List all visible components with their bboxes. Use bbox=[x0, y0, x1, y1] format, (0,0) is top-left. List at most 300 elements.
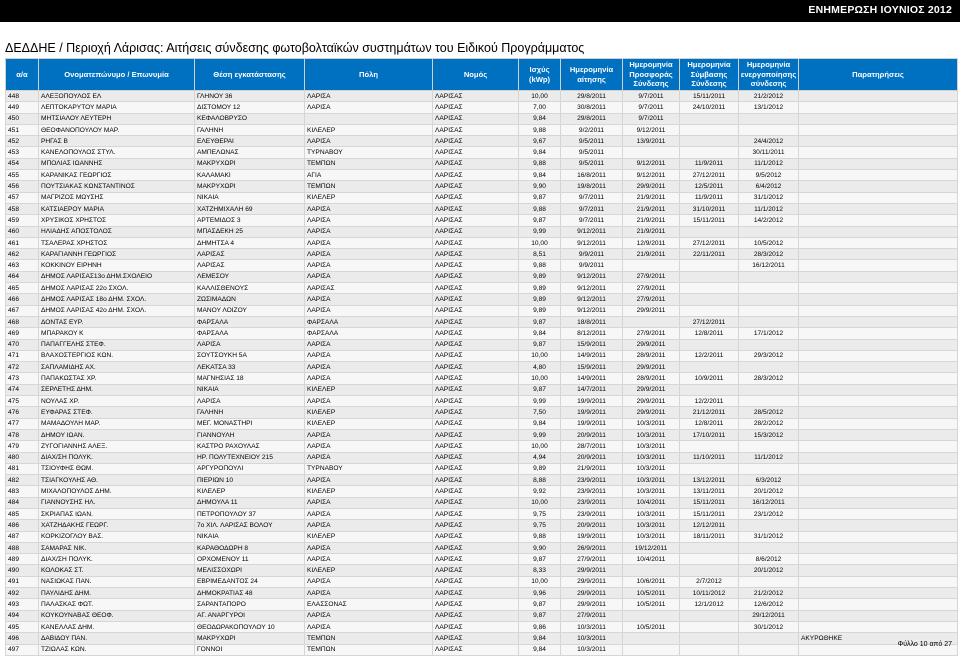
cell-notes bbox=[799, 91, 958, 102]
cell-power: 8,51 bbox=[519, 249, 561, 260]
cell-city: ΛΑΡΙΣΑ bbox=[305, 249, 433, 260]
cell-name: ΖΥΓΟΓΙΑΝΝΗΣ ΑΛΕΞ. bbox=[39, 441, 195, 452]
cell-power: 9,87 bbox=[519, 599, 561, 610]
cell-date-offer: 27/9/2011 bbox=[623, 294, 680, 305]
cell-aa: 458 bbox=[6, 203, 39, 214]
cell-date-request: 15/9/2011 bbox=[561, 362, 623, 373]
cell-date-offer: 29/9/2011 bbox=[623, 362, 680, 373]
table-row bbox=[6, 441, 958, 452]
cell-date-request: 10/3/2011 bbox=[561, 644, 623, 655]
cell-name: ΓΙΑΝΝΟΥΣΗΣ ΗΛ. bbox=[39, 497, 195, 508]
cell-nomos: ΛΑΡΙΣΑΣ bbox=[433, 294, 519, 305]
cell-power: 9,84 bbox=[519, 644, 561, 655]
cell-aa: 468 bbox=[6, 316, 39, 327]
cell-city: ΛΑΡΙΣΑ bbox=[305, 396, 433, 407]
cell-date-contract bbox=[680, 124, 739, 135]
cell-power: 9,88 bbox=[519, 531, 561, 542]
cell-date-contract: 24/10/2011 bbox=[680, 102, 739, 113]
cell-date-contract: 22/11/2011 bbox=[680, 249, 739, 260]
cell-date-contract: 11/10/2011 bbox=[680, 452, 739, 463]
cell-date-contract: 18/11/2011 bbox=[680, 531, 739, 542]
cell-name: ΧΡΥΣΙΚΟΣ ΧΡΗΣΤΟΣ bbox=[39, 215, 195, 226]
cell-date-activation: 11/1/2012 bbox=[739, 452, 799, 463]
cell-date-offer: 10/3/2011 bbox=[623, 520, 680, 531]
cell-notes bbox=[799, 102, 958, 113]
cell-power: 9,99 bbox=[519, 226, 561, 237]
cell-date-activation bbox=[739, 396, 799, 407]
cell-date-contract: 12/5/2011 bbox=[680, 181, 739, 192]
cell-city: ΛΑΡΙΣΑ bbox=[305, 91, 433, 102]
cell-location: ΛΑΡΙΣΑΣ bbox=[195, 260, 305, 271]
cell-date-activation: 6/3/2012 bbox=[739, 475, 799, 486]
table-row bbox=[6, 237, 958, 248]
cell-city: ΛΑΡΙΣΑ bbox=[305, 610, 433, 621]
cell-power: 9,89 bbox=[519, 271, 561, 282]
cell-date-contract bbox=[680, 113, 739, 124]
cell-aa: 449 bbox=[6, 102, 39, 113]
cell-aa: 459 bbox=[6, 215, 39, 226]
cell-date-request: 9/12/2011 bbox=[561, 294, 623, 305]
cell-location: ΜΑΝΟΥ ΛΟΙΖΟΥ bbox=[195, 305, 305, 316]
cell-date-contract: 12/2/2011 bbox=[680, 350, 739, 361]
table-row bbox=[6, 520, 958, 531]
cell-power: 9,88 bbox=[519, 260, 561, 271]
cell-nomos: ΛΑΡΙΣΑΣ bbox=[433, 599, 519, 610]
cell-date-request: 9/12/2011 bbox=[561, 283, 623, 294]
cell-date-activation: 28/3/2012 bbox=[739, 249, 799, 260]
cell-city: ΛΑΡΙΣΑ bbox=[305, 226, 433, 237]
cell-aa: 478 bbox=[6, 429, 39, 440]
cell-power: 9,84 bbox=[519, 170, 561, 181]
cell-location: ΜΑΚΡΥΧΩΡΙ bbox=[195, 181, 305, 192]
cell-date-offer: 10/6/2011 bbox=[623, 576, 680, 587]
cell-aa: 484 bbox=[6, 497, 39, 508]
cell-city: ΛΑΡΙΣΑ bbox=[305, 136, 433, 147]
cell-date-request: 9/9/2011 bbox=[561, 249, 623, 260]
cell-date-activation bbox=[739, 520, 799, 531]
cell-date-offer: 10/3/2011 bbox=[623, 486, 680, 497]
table-row bbox=[6, 576, 958, 587]
cell-date-activation bbox=[739, 271, 799, 282]
cell-name: ΚΟΚΚΙΝΟΥ ΕΙΡΗΝΗ bbox=[39, 260, 195, 271]
cell-nomos: ΛΑΡΙΣΑΣ bbox=[433, 463, 519, 474]
cell-date-request: 9/12/2011 bbox=[561, 226, 623, 237]
cell-date-offer: 9/12/2011 bbox=[623, 170, 680, 181]
cell-date-offer: 21/9/2011 bbox=[623, 215, 680, 226]
cell-power: 8,88 bbox=[519, 475, 561, 486]
cell-location: ΜΕΛΙΣΣΟΧΩΡΙ bbox=[195, 565, 305, 576]
cell-nomos: ΛΑΡΙΣΑΣ bbox=[433, 610, 519, 621]
cell-date-request: 10/3/2011 bbox=[561, 621, 623, 632]
cell-power: 9,84 bbox=[519, 328, 561, 339]
table-row bbox=[6, 170, 958, 181]
cell-location: ΔΗΜΟΥΛΑ 11 bbox=[195, 497, 305, 508]
cell-date-offer bbox=[623, 260, 680, 271]
cell-city: ΛΑΡΙΣΑ bbox=[305, 305, 433, 316]
cell-location: ΓΛΗΝΟΥ 36 bbox=[195, 91, 305, 102]
cell-date-contract: 15/11/2011 bbox=[680, 91, 739, 102]
cell-date-contract: 17/10/2011 bbox=[680, 429, 739, 440]
cell-name: ΚΑΤΣΙΑΕΡΟΥ ΜΑΡΙΑ bbox=[39, 203, 195, 214]
cell-aa: 489 bbox=[6, 554, 39, 565]
cell-name: ΣΑΠΛΑΜΙΔΗΣ ΑΧ. bbox=[39, 362, 195, 373]
cell-date-offer: 10/4/2011 bbox=[623, 497, 680, 508]
cell-notes bbox=[799, 283, 958, 294]
col-header-date-activation: Ημερομηνία ενεργοποίησης σύνδεσης bbox=[739, 59, 799, 91]
cell-notes bbox=[799, 147, 958, 158]
col-header-nomos: Νομός bbox=[433, 59, 519, 91]
cell-nomos: ΛΑΡΙΣΑΣ bbox=[433, 418, 519, 429]
cell-nomos: ΛΑΡΙΣΑΣ bbox=[433, 633, 519, 644]
cell-nomos: ΛΑΡΙΣΑΣ bbox=[433, 621, 519, 632]
cell-date-offer: 21/9/2011 bbox=[623, 249, 680, 260]
cell-city: ΑΓΙΑ bbox=[305, 170, 433, 181]
table-row bbox=[6, 508, 958, 519]
table-row bbox=[6, 350, 958, 361]
cell-city: ΛΑΡΙΣΑ bbox=[305, 203, 433, 214]
cell-date-offer bbox=[623, 610, 680, 621]
cell-date-activation: 14/2/2012 bbox=[739, 215, 799, 226]
cell-date-offer: 21/9/2011 bbox=[623, 203, 680, 214]
cell-location: ΛΕΜΕΣΟΥ bbox=[195, 271, 305, 282]
cell-date-offer: 9/7/2011 bbox=[623, 102, 680, 113]
cell-date-activation bbox=[739, 384, 799, 395]
cell-date-contract: 12/1/2012 bbox=[680, 599, 739, 610]
cell-notes bbox=[799, 226, 958, 237]
cell-location: ΔΗΜΟΚΡΑΤΙΑΣ 48 bbox=[195, 588, 305, 599]
cell-name: ΝΑΣΙΩΚΑΣ ΠΑΝ. bbox=[39, 576, 195, 587]
cell-date-request: 29/8/2011 bbox=[561, 91, 623, 102]
cell-nomos: ΛΑΡΙΣΑΣ bbox=[433, 226, 519, 237]
cell-date-activation: 21/2/2012 bbox=[739, 91, 799, 102]
cell-date-request: 9/5/2011 bbox=[561, 158, 623, 169]
cell-city: ΛΑΡΙΣΑ bbox=[305, 237, 433, 248]
cell-date-contract bbox=[680, 260, 739, 271]
cell-date-contract bbox=[680, 271, 739, 282]
table-row bbox=[6, 271, 958, 282]
cell-city: ΛΑΡΙΣΑ bbox=[305, 475, 433, 486]
cell-date-offer: 27/9/2011 bbox=[623, 283, 680, 294]
cell-power: 10,00 bbox=[519, 91, 561, 102]
cell-power: 9,99 bbox=[519, 429, 561, 440]
table-row bbox=[6, 294, 958, 305]
cell-city: ΦΑΡΣΑΛΑ bbox=[305, 316, 433, 327]
cell-notes bbox=[799, 452, 958, 463]
cell-date-request: 29/9/2011 bbox=[561, 588, 623, 599]
cell-location: ΓΑΛΗΝΗ bbox=[195, 407, 305, 418]
cell-power: 9,87 bbox=[519, 192, 561, 203]
cell-date-request: 19/8/2011 bbox=[561, 181, 623, 192]
cell-aa: 455 bbox=[6, 170, 39, 181]
cell-date-contract: 12/2/2011 bbox=[680, 396, 739, 407]
cell-city: ΛΑΡΙΣΑ bbox=[305, 576, 433, 587]
cell-aa: 487 bbox=[6, 531, 39, 542]
cell-location: ΑΡΓΥΡΟΠΟΥΛΙ bbox=[195, 463, 305, 474]
cell-nomos: ΛΑΡΙΣΑΣ bbox=[433, 497, 519, 508]
cell-nomos: ΛΑΡΙΣΑΣ bbox=[433, 305, 519, 316]
cell-date-activation bbox=[739, 576, 799, 587]
cell-nomos: ΛΑΡΙΣΑΣ bbox=[433, 520, 519, 531]
table-row bbox=[6, 158, 958, 169]
cell-city: ΛΑΡΙΣΑ bbox=[305, 520, 433, 531]
cell-date-activation: 30/11/2011 bbox=[739, 147, 799, 158]
cell-aa: 490 bbox=[6, 565, 39, 576]
cell-power: 10,00 bbox=[519, 441, 561, 452]
cell-date-contract: 31/10/2011 bbox=[680, 203, 739, 214]
table-row bbox=[6, 181, 958, 192]
cell-city: ΛΑΡΙΣΑ bbox=[305, 373, 433, 384]
cell-date-activation bbox=[739, 294, 799, 305]
cell-date-request: 14/9/2011 bbox=[561, 373, 623, 384]
cell-notes bbox=[799, 271, 958, 282]
cell-notes bbox=[799, 508, 958, 519]
cell-date-offer: 10/3/2011 bbox=[623, 441, 680, 452]
cell-nomos: ΛΑΡΙΣΑΣ bbox=[433, 147, 519, 158]
cell-name: ΠΑΥΛΙΔΗΣ ΔΗΜ. bbox=[39, 588, 195, 599]
cell-nomos: ΛΑΡΙΣΑΣ bbox=[433, 396, 519, 407]
cell-city: ΛΑΡΙΣΑ bbox=[305, 452, 433, 463]
cell-location: ΓΙΑΝΝΟΥΛΗ bbox=[195, 429, 305, 440]
table-header-row bbox=[6, 59, 958, 91]
cell-name: ΜΠΟΛΙΑΣ ΙΩΑΝΝΗΣ bbox=[39, 158, 195, 169]
table-row bbox=[6, 91, 958, 102]
cell-notes bbox=[799, 215, 958, 226]
cell-date-offer: 29/9/2011 bbox=[623, 181, 680, 192]
cell-notes bbox=[799, 362, 958, 373]
cell-date-request: 21/9/2011 bbox=[561, 463, 623, 474]
cell-date-request: 23/9/2011 bbox=[561, 475, 623, 486]
cell-date-offer: 29/9/2011 bbox=[623, 407, 680, 418]
cell-date-contract bbox=[680, 441, 739, 452]
cell-aa: 477 bbox=[6, 418, 39, 429]
cell-location: ΝΙΚΑΙΑ bbox=[195, 192, 305, 203]
cell-city: ΚΙΛΕΛΕΡ bbox=[305, 418, 433, 429]
cell-aa: 457 bbox=[6, 192, 39, 203]
cell-date-request: 20/9/2011 bbox=[561, 520, 623, 531]
table-row bbox=[6, 599, 958, 610]
cell-date-contract: 2/7/2012 bbox=[680, 576, 739, 587]
cell-nomos: ΛΑΡΙΣΑΣ bbox=[433, 237, 519, 248]
table-row bbox=[6, 554, 958, 565]
page-footer: Φύλλο 10 από 27 bbox=[897, 641, 952, 648]
cell-date-activation bbox=[739, 463, 799, 474]
cell-power: 10,00 bbox=[519, 373, 561, 384]
cell-name: ΠΟΥΤΣΙΑΚΑΣ ΚΩΝΣΤΑΝΤΙΝΟΣ bbox=[39, 181, 195, 192]
cell-notes bbox=[799, 316, 958, 327]
cell-nomos: ΛΑΡΙΣΑΣ bbox=[433, 203, 519, 214]
cell-aa: 488 bbox=[6, 542, 39, 553]
cell-location: ΣΟΥΤΣΟΥΚΗ 5Α bbox=[195, 350, 305, 361]
cell-location: ΟΡΧΟΜΕΝΟΥ 11 bbox=[195, 554, 305, 565]
col-header-name: Ονοματεπώνυμο / Επωνυμία bbox=[39, 59, 195, 91]
table-row bbox=[6, 339, 958, 350]
cell-date-offer bbox=[623, 147, 680, 158]
cell-location: ΦΑΡΣΑΛΑ bbox=[195, 316, 305, 327]
cell-date-activation: 20/1/2012 bbox=[739, 565, 799, 576]
cell-location: ΜΑΚΡΥΧΩΡΙ bbox=[195, 633, 305, 644]
cell-date-contract bbox=[680, 463, 739, 474]
cell-nomos: ΛΑΡΙΣΑΣ bbox=[433, 350, 519, 361]
cell-power: 9,67 bbox=[519, 136, 561, 147]
cell-date-contract bbox=[680, 305, 739, 316]
cell-name: ΑΛΕΞΟΠΟΥΛΟΣ ΕΛ bbox=[39, 91, 195, 102]
cell-date-activation: 29/3/2012 bbox=[739, 350, 799, 361]
cell-name: ΤΣΙΟΥΦΗΣ ΘΩΜ. bbox=[39, 463, 195, 474]
cell-power: 10,00 bbox=[519, 576, 561, 587]
cell-notes bbox=[799, 192, 958, 203]
cell-location: ΝΙΚΑΙΑ bbox=[195, 531, 305, 542]
cell-nomos: ΛΑΡΙΣΑΣ bbox=[433, 407, 519, 418]
cell-power: 9,87 bbox=[519, 215, 561, 226]
cell-aa: 456 bbox=[6, 181, 39, 192]
cell-date-request: 29/9/2011 bbox=[561, 599, 623, 610]
cell-date-offer bbox=[623, 565, 680, 576]
cell-notes bbox=[799, 565, 958, 576]
cell-date-request: 23/9/2011 bbox=[561, 508, 623, 519]
cell-name: ΚΑΝΕΛΛΑΣ ΔΗΜ. bbox=[39, 621, 195, 632]
table-row bbox=[6, 136, 958, 147]
cell-date-offer: 19/12/2011 bbox=[623, 542, 680, 553]
cell-notes bbox=[799, 136, 958, 147]
cell-name: ΔΗΜΟΣ ΛΑΡΙΣΑΣ13ο ΔΗΜ.ΣΧΟΛΕΙΟ bbox=[39, 271, 195, 282]
cell-date-contract bbox=[680, 147, 739, 158]
cell-notes bbox=[799, 237, 958, 248]
cell-location: ΑΡΤΕΜΙΔΟΣ 3 bbox=[195, 215, 305, 226]
cell-date-contract: 27/12/2011 bbox=[680, 237, 739, 248]
cell-notes bbox=[799, 576, 958, 587]
cell-nomos: ΛΑΡΙΣΑΣ bbox=[433, 339, 519, 350]
cell-notes bbox=[799, 441, 958, 452]
cell-power: 10,00 bbox=[519, 350, 561, 361]
cell-city bbox=[305, 113, 433, 124]
cell-date-activation bbox=[739, 305, 799, 316]
cell-date-activation: 6/4/2012 bbox=[739, 181, 799, 192]
cell-power: 9,96 bbox=[519, 588, 561, 599]
cell-nomos: ΛΑΡΙΣΑΣ bbox=[433, 260, 519, 271]
cell-power: 4,94 bbox=[519, 452, 561, 463]
table-row bbox=[6, 565, 958, 576]
table-row bbox=[6, 463, 958, 474]
cell-power: 9,89 bbox=[519, 294, 561, 305]
page-title: ΔΕΔΔΗΕ / Περιοχή Λάρισας: Αιτήσεις σύνδεσης φωτοβολταϊκών συστημάτων του Ειδικού Προγράμματος bbox=[5, 41, 585, 55]
cell-aa: 474 bbox=[6, 384, 39, 395]
table-row bbox=[6, 429, 958, 440]
cell-date-offer: 10/5/2011 bbox=[623, 621, 680, 632]
cell-location: ΜΑΓΝΗΣΙΑΣ 18 bbox=[195, 373, 305, 384]
cell-date-contract bbox=[680, 542, 739, 553]
cell-notes bbox=[799, 463, 958, 474]
cell-name: ΚΟΛΟΚΑΣ ΣΤ. bbox=[39, 565, 195, 576]
cell-date-activation: 11/1/2012 bbox=[739, 203, 799, 214]
table-row bbox=[6, 621, 958, 632]
cell-location: ΜΑΚΡΥΧΩΡΙ bbox=[195, 158, 305, 169]
cell-aa: 451 bbox=[6, 124, 39, 135]
cell-power: 9,87 bbox=[519, 554, 561, 565]
cell-name: ΜΠΑΡΑΚΟΥ Κ bbox=[39, 328, 195, 339]
cell-nomos: ΛΑΡΙΣΑΣ bbox=[433, 158, 519, 169]
cell-date-request: 9/5/2011 bbox=[561, 136, 623, 147]
cell-notes bbox=[799, 305, 958, 316]
cell-date-offer: 10/3/2011 bbox=[623, 429, 680, 440]
cell-nomos: ΛΑΡΙΣΑΣ bbox=[433, 429, 519, 440]
cell-aa: 497 bbox=[6, 644, 39, 655]
cell-date-activation: 31/1/2012 bbox=[739, 531, 799, 542]
cell-location: ΑΓ. ΑΝΑΡΓΥΡΟΙ bbox=[195, 610, 305, 621]
cell-date-request: 15/9/2011 bbox=[561, 339, 623, 350]
cell-notes bbox=[799, 418, 958, 429]
col-header-city: Πόλη bbox=[305, 59, 433, 91]
cell-date-request: 16/8/2011 bbox=[561, 170, 623, 181]
cell-date-request: 27/9/2011 bbox=[561, 610, 623, 621]
cell-date-activation: 30/1/2012 bbox=[739, 621, 799, 632]
cell-date-request: 9/2/2011 bbox=[561, 124, 623, 135]
cell-location: ΛΑΡΙΣΑ bbox=[195, 339, 305, 350]
cell-date-activation: 13/1/2012 bbox=[739, 102, 799, 113]
cell-power: 9,75 bbox=[519, 508, 561, 519]
cell-date-request: 30/8/2011 bbox=[561, 102, 623, 113]
cell-aa: 483 bbox=[6, 486, 39, 497]
cell-city: ΤΕΜΠΩΝ bbox=[305, 633, 433, 644]
cell-aa: 463 bbox=[6, 260, 39, 271]
cell-location: ΜΕΓ. ΜΟΝΑΣΤΗΡΙ bbox=[195, 418, 305, 429]
cell-nomos: ΛΑΡΙΣΑΣ bbox=[433, 249, 519, 260]
cell-date-request: 19/9/2011 bbox=[561, 396, 623, 407]
cell-aa: 491 bbox=[6, 576, 39, 587]
cell-date-request: 10/3/2011 bbox=[561, 633, 623, 644]
cell-date-offer: 9/12/2011 bbox=[623, 158, 680, 169]
cell-name: ΠΑΠΑΓΓΕΛΗΣ ΣΤΕΦ. bbox=[39, 339, 195, 350]
cell-power: 4,80 bbox=[519, 362, 561, 373]
cell-date-request: 8/12/2011 bbox=[561, 328, 623, 339]
cell-location: ΕΛΕΥΘΕΡΑΙ bbox=[195, 136, 305, 147]
cell-date-contract bbox=[680, 362, 739, 373]
cell-date-request: 9/7/2011 bbox=[561, 203, 623, 214]
top-bar bbox=[0, 0, 960, 22]
cell-power: 9,90 bbox=[519, 542, 561, 553]
cell-nomos: ΛΑΡΙΣΑΣ bbox=[433, 531, 519, 542]
cell-name: ΘΕΟΦΑΝΟΠΟΥΛΟΥ ΜΑΡ. bbox=[39, 124, 195, 135]
table-row bbox=[6, 147, 958, 158]
cell-nomos: ΛΑΡΙΣΑΣ bbox=[433, 486, 519, 497]
cell-notes bbox=[799, 203, 958, 214]
cell-date-contract bbox=[680, 339, 739, 350]
cell-name: ΚΑΡΑΓΙΑΝΝΗ ΓΕΩΡΓΙΟΣ bbox=[39, 249, 195, 260]
cell-date-activation bbox=[739, 339, 799, 350]
cell-date-request: 18/8/2011 bbox=[561, 316, 623, 327]
cell-name: ΝΟΥΛΑΣ ΧΡ. bbox=[39, 396, 195, 407]
cell-city: ΛΑΡΙΣΑ bbox=[305, 271, 433, 282]
cell-date-request: 23/9/2011 bbox=[561, 486, 623, 497]
cell-nomos: ΛΑΡΙΣΑΣ bbox=[433, 441, 519, 452]
cell-aa: 481 bbox=[6, 463, 39, 474]
table-row bbox=[6, 249, 958, 260]
cell-name: ΚΟΡΚΙΖΟΓΛΟΥ ΒΑΣ. bbox=[39, 531, 195, 542]
cell-date-request: 14/9/2011 bbox=[561, 350, 623, 361]
cell-date-offer: 27/9/2011 bbox=[623, 328, 680, 339]
cell-notes bbox=[799, 599, 958, 610]
cell-name: ΜΑΜΑΔΟΥΛΗ ΜΑΡ. bbox=[39, 418, 195, 429]
cell-notes bbox=[799, 328, 958, 339]
cell-date-request: 9/7/2011 bbox=[561, 215, 623, 226]
cell-name: ΔΗΜΟΣ ΛΑΡΙΣΑΣ 18ο ΔΗΜ. ΣΧΟΛ. bbox=[39, 294, 195, 305]
cell-date-activation bbox=[739, 124, 799, 135]
table-row bbox=[6, 452, 958, 463]
cell-date-activation: 16/12/2011 bbox=[739, 260, 799, 271]
cell-nomos: ΛΑΡΙΣΑΣ bbox=[433, 362, 519, 373]
cell-aa: 494 bbox=[6, 610, 39, 621]
cell-power: 9,75 bbox=[519, 520, 561, 531]
cell-location: ΑΜΠΕΛΩΝΑΣ bbox=[195, 147, 305, 158]
